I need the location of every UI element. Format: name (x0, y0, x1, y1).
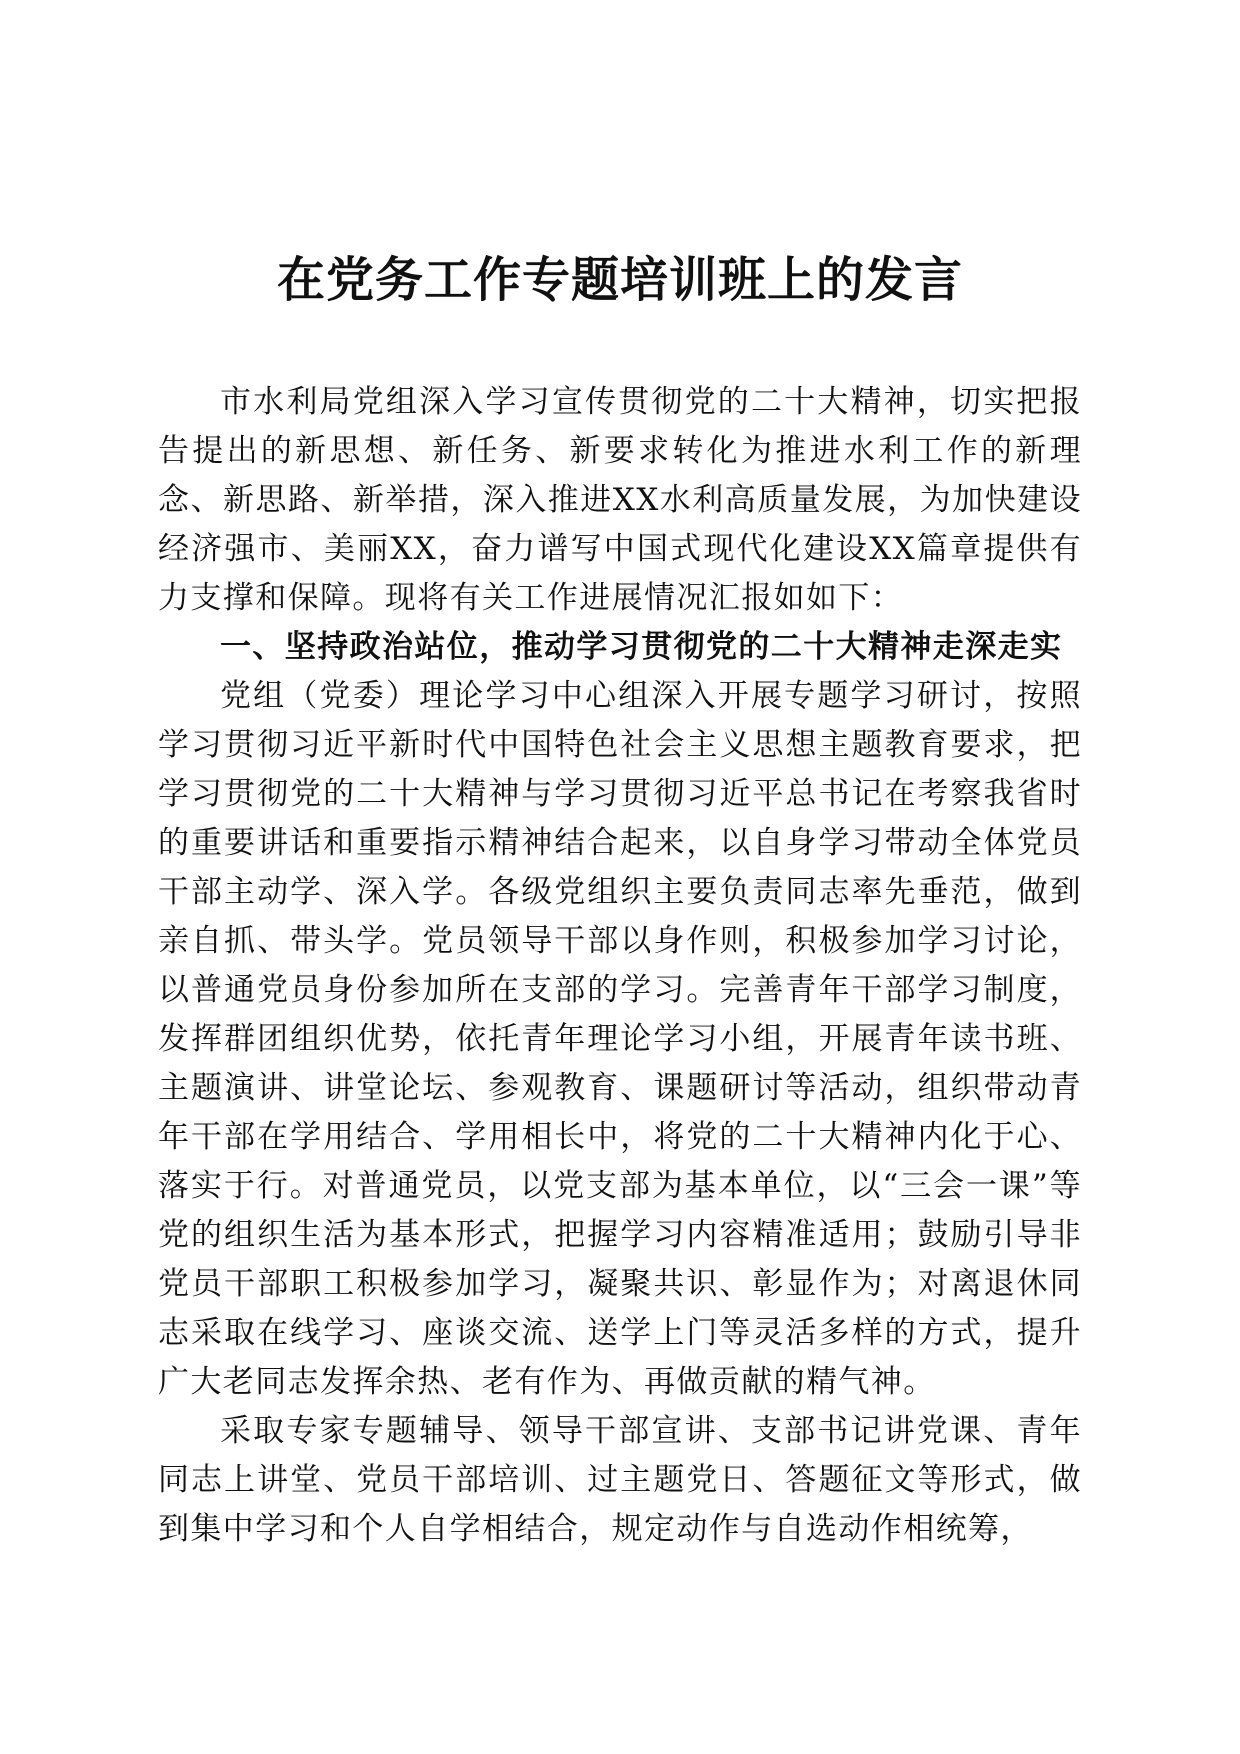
intro-paragraph: 市水利局党组深入学习宣传贯彻党的二十大精神，切实把报告提出的新思想、新任务、新要求转化为推进水利工作的新理念、新思路、新举措，深入推进XX水利高质量发展，为加快建设经济强市、美丽XX，奋力谱写中国式现代化建设XX篇章提供有力支撑和保障。现将有关工作进展情况汇报如如下： (158, 384, 1082, 616)
section-heading-1: 一、坚持政治站位，推动学习贯彻党的二十大精神走深走实 (220, 629, 1063, 665)
document-title: 在党务工作专题培训班上的发言 (276, 252, 963, 308)
document-body (158, 378, 1082, 1554)
section-1-paragraph-1: 党组（党委）理论学习中心组深入开展专题学习研讨，按照学习贯彻习近平新时代中国特色社会主义思想主题教育要求，把学习贯彻党的二十大精神与学习贯彻习近平总书记在考察我省时的重要讲话和重要指示精神结合起来，以自身学习带动全体党员干部主动学、深入学。各级党组织主要负责同志率先垂范，做到亲自抓、带头学。党员领导干部以身作则，积极参加学习讨论，以普通党员身份参加所在支部的学习。完善青年干部学习制度，发挥群团组织优势，依托青年理论学习小组，开展青年读书班、主题演讲、讲堂论坛、参观教育、课题研讨等活动，组织带动青年干部在学用结合、学用相长中，将党的二十大精神内化于心、落实于行。对普通党员，以党支部为基本单位，以“三会一课”等党的组织生活为基本形式，把握学习内容精准适用；鼓励引导非党员干部职工积极参加学习，凝聚共识、彰显作为；对离退休同志采取在线学习、座谈交流、送学上门等灵活多样的方式，提升广大老同志发挥余热、老有作为、再做贡献的精气神。 (158, 678, 1082, 1400)
section-1-paragraph-2: 采取专家专题辅导、领导干部宣讲、支部书记讲党课、青年同志上讲堂、党员干部培训、过主题党日、答题征文等形式，做到集中学习和个人自学相结合，规定动作与自选动作相统筹， (158, 1413, 1082, 1547)
